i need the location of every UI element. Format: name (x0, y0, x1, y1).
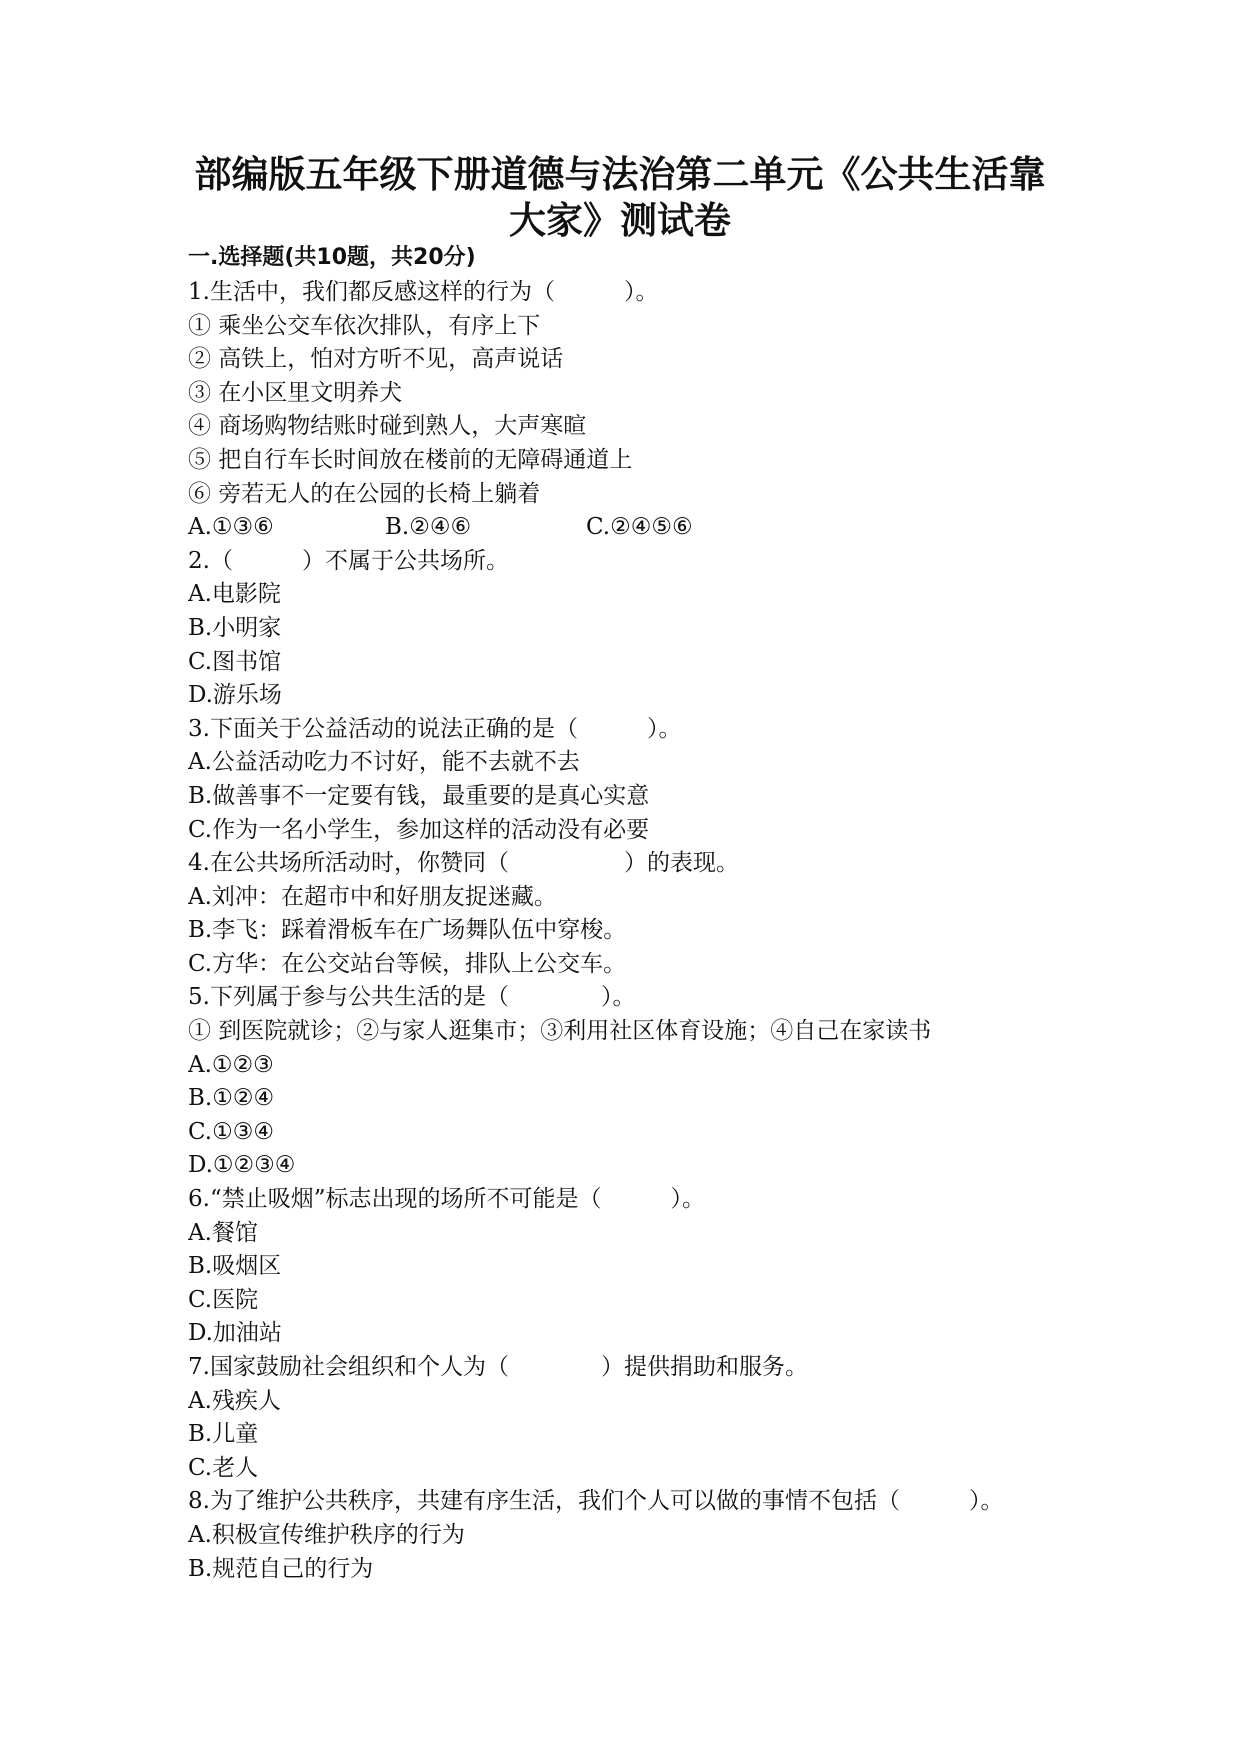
question-1-option-c: C.②④⑤⑥ (586, 514, 693, 541)
question-list (188, 276, 1088, 1586)
question-2-option-c: C.图书馆 (188, 648, 282, 675)
question-6-stem: 6.“禁止吸烟”标志出现的场所不可能是（ ）。 (188, 1186, 705, 1213)
question-1-item: ⑥ 旁若无人的在公园的长椅上躺着 (188, 480, 541, 507)
question-7-option-b: B.儿童 (188, 1421, 259, 1448)
question-4-option-a: A.刘冲：在超市中和好朋友捉迷藏。 (188, 883, 557, 910)
question-1-option-a: A.①③⑥ (188, 514, 274, 541)
question-6-option-b: B.吸烟区 (188, 1253, 282, 1280)
question-8-option-a: A.积极宣传维护秩序的行为 (188, 1521, 465, 1548)
question-1-item: ① 乘坐公交车依次排队，有序上下 (188, 312, 541, 339)
question-5-stem: 5.下列属于参与公共生活的是（ ）。 (188, 984, 636, 1011)
question-2-option-a: A.电影院 (188, 581, 281, 608)
question-3-option-c: C.作为一名小学生，参加这样的活动没有必要 (188, 816, 650, 843)
question-1-stem: 1.生活中，我们都反感这样的行为（ ）。 (188, 279, 659, 305)
question-7-stem: 7.国家鼓励社会组织和个人为（ ）提供捐助和服务。 (188, 1354, 808, 1380)
question-3-option-a: A.公益活动吃力不讨好，能不去就不去 (188, 749, 580, 776)
question-6-option-c: C.医院 (188, 1286, 259, 1313)
question-1-item: ④ 商场购物结账时碰到熟人，大声寒暄 (188, 413, 587, 440)
question-7-option-c: C.老人 (188, 1454, 259, 1481)
question-5-option-a: A.①②③ (188, 1051, 274, 1078)
question-2-stem: 2.（ ）不属于公共场所。 (188, 547, 509, 574)
question-8-option-b: B.规范自己的行为 (188, 1555, 374, 1582)
question-4-stem: 4.在公共场所活动时，你赞同（ ）的表现。 (188, 850, 739, 877)
question-5-option-c: C.①③④ (188, 1118, 274, 1145)
question-5-item: ① 到医院就诊；②与家人逛集市；③利用社区体育设施；④自己在家读书 (188, 1018, 932, 1045)
question-2-option-b: B.小明家 (188, 614, 282, 641)
section-heading: 一.选择题(共10题，共20分) (188, 245, 476, 270)
question-1-item: ③ 在小区里文明养犬 (188, 379, 403, 406)
question-8-stem: 8.为了维护公共秩序，共建有序生活，我们个人可以做的事情不包括（ ）。 (188, 1488, 1004, 1515)
question-3-stem: 3.下面关于公益活动的说法正确的是（ ）。 (188, 715, 682, 742)
question-2-option-d: D.游乐场 (188, 682, 282, 709)
question-6-option-d: D.加油站 (188, 1320, 282, 1347)
document-title (150, 152, 1090, 244)
question-1-options (188, 511, 1088, 545)
title-line-2: 大家》测试卷 (509, 199, 731, 242)
question-4-option-b: B.李飞：踩着滑板车在广场舞队伍中穿梭。 (188, 917, 627, 944)
question-1-item: ⑤ 把自行车长时间放在楼前的无障碍通道上 (188, 446, 633, 473)
question-6-option-a: A.餐馆 (188, 1219, 258, 1246)
question-7-option-a: A.残疾人 (188, 1387, 281, 1414)
question-4-option-c: C.方华：在公交站台等候，排队上公交车。 (188, 950, 627, 977)
question-5-option-b: B.①②④ (188, 1085, 275, 1112)
question-3-option-b: B.做善事不一定要有钱，最重要的是真心实意 (188, 782, 650, 809)
title-line-1: 部编版五年级下册道德与法治第二单元《公共生活靠 (194, 153, 1046, 196)
question-1-option-b: B.②④⑥ (385, 514, 472, 541)
question-5-option-d: D.①②③④ (188, 1152, 296, 1179)
question-1-item: ② 高铁上，怕对方听不见，高声说话 (188, 346, 564, 373)
